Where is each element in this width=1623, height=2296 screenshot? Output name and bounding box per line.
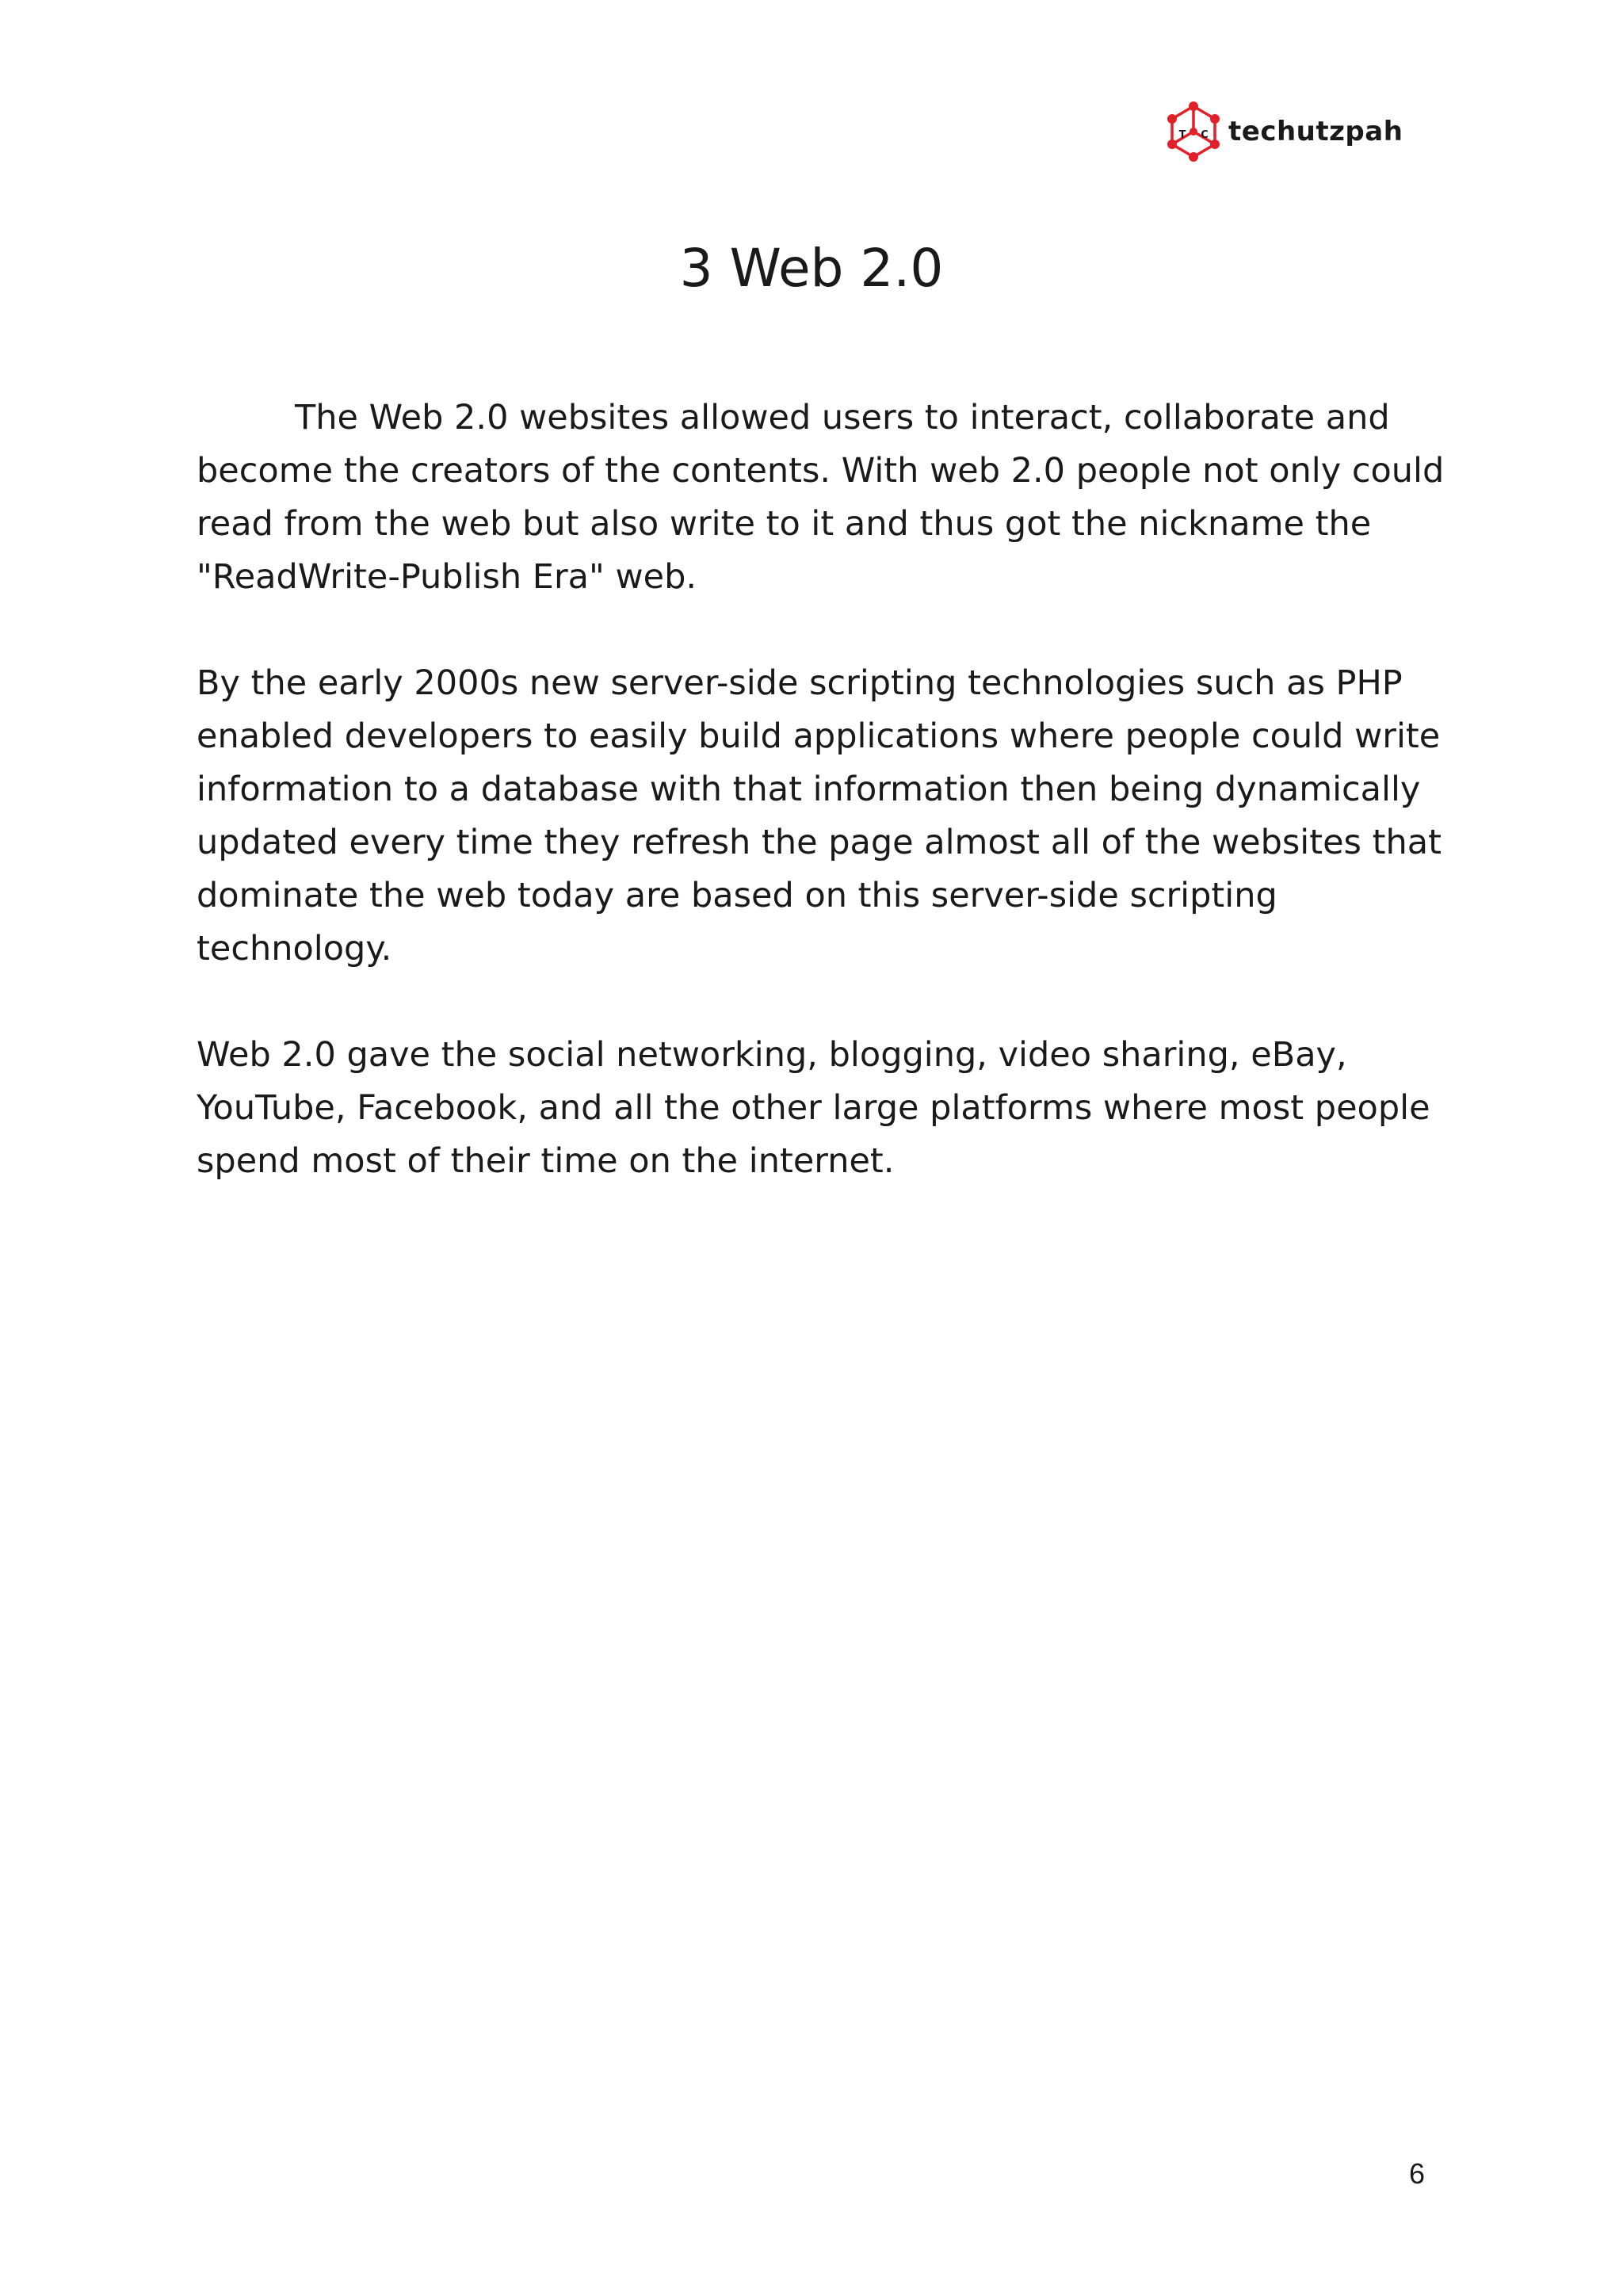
body-text bbox=[197, 392, 1449, 1241]
page-title: 3 Web 2.0 bbox=[679, 238, 944, 299]
paragraph-intro: The Web 2.0 websites allowed users to interact, collaborate and become the creators of the contents. With web 2.0 people not only could read from the web but also write to it and thus got the nickname the "ReadWrite-Publish Era" web. bbox=[197, 398, 1445, 597]
page-number: 6 bbox=[1408, 2157, 1425, 2190]
logo-letter-c: C bbox=[1201, 129, 1209, 141]
brand-name: techutzpah bbox=[1228, 116, 1403, 147]
paragraph-scripting: By the early 2000s new server-side scripting technologies such as PHP enabled developers to easily build applications where people could write information to a database with that information then being dynamically updated every time they refresh the page almost all of the websites that dominate the web today are based on this server-side scripting technology. bbox=[197, 663, 1442, 968]
paragraph-platforms: Web 2.0 gave the social networking, blogging, video sharing, eBay, YouTube, Facebook, and all the other large platforms where most people spend most of their time on the internet. bbox=[197, 1035, 1430, 1181]
techutzpah-logo-icon bbox=[1163, 101, 1224, 162]
logo-letter-t: T bbox=[1178, 129, 1186, 141]
brand-logo bbox=[1163, 101, 1403, 162]
